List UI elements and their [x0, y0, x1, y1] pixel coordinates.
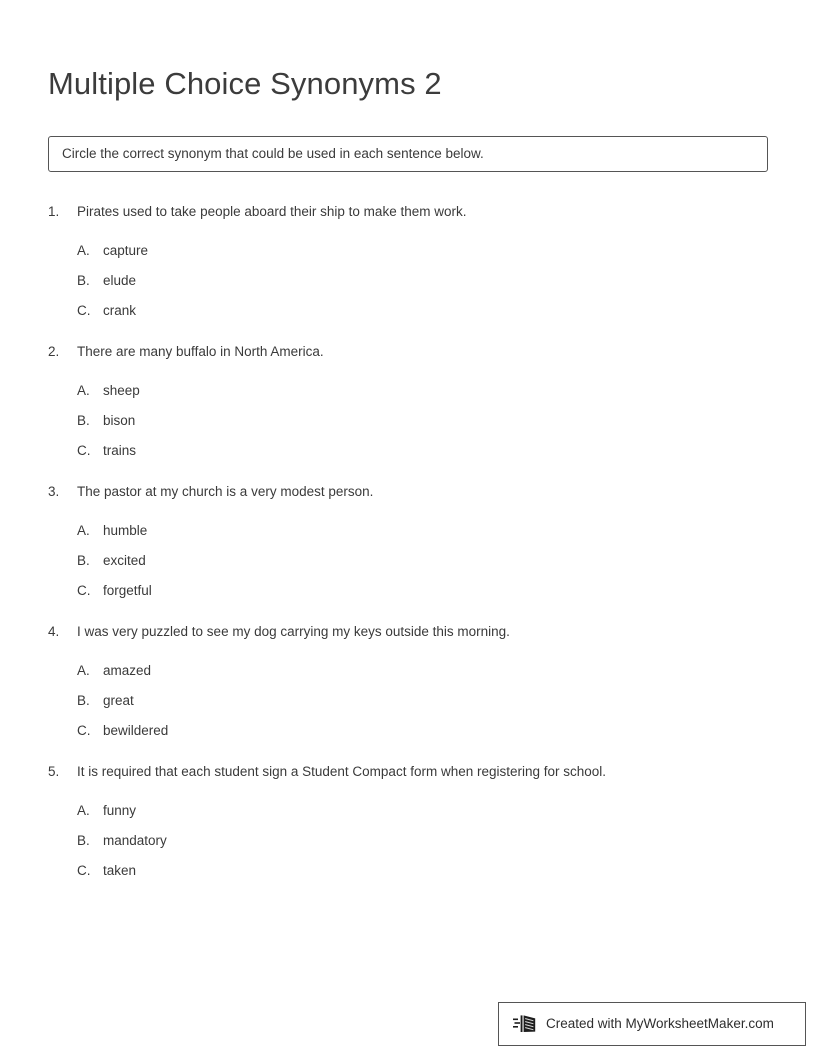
question-row	[0, 762, 816, 782]
choice-letter: A.	[77, 383, 90, 398]
question-block	[0, 342, 816, 460]
choice-letter: B.	[77, 413, 90, 428]
question-block	[0, 762, 816, 880]
choice-option[interactable]	[0, 242, 816, 260]
question-prompt: Pirates used to take people aboard their ship to make them work.	[77, 204, 467, 219]
choice-letter: A.	[77, 663, 90, 678]
choice-option[interactable]	[0, 832, 816, 850]
question-row	[0, 622, 816, 642]
question-number: 3.	[48, 484, 60, 499]
question-prompt: It is required that each student sign a Student Compact form when registering for school.	[77, 764, 607, 779]
choice-text: forgetful	[103, 583, 152, 598]
choice-text: sheep	[103, 383, 140, 398]
choice-text: funny	[103, 803, 137, 818]
choice-option[interactable]	[0, 412, 816, 430]
choice-text: great	[103, 693, 134, 708]
choice-text: mandatory	[103, 833, 167, 848]
choice-letter: C.	[77, 863, 91, 878]
question-block	[0, 482, 816, 600]
choice-text: humble	[103, 523, 148, 538]
question-prompt: The pastor at my church is a very modest person.	[77, 484, 374, 499]
instruction-box	[48, 136, 768, 172]
choice-letter: B.	[77, 833, 90, 848]
question-list	[0, 202, 816, 902]
question-block	[0, 622, 816, 740]
choice-option[interactable]	[0, 662, 816, 680]
choice-text: trains	[103, 443, 137, 458]
choice-list	[0, 802, 816, 880]
question-number: 4.	[48, 624, 60, 639]
footer-badge	[498, 1002, 806, 1046]
choice-option[interactable]	[0, 862, 816, 880]
choice-list	[0, 382, 816, 460]
choice-letter: A.	[77, 803, 90, 818]
choice-letter: C.	[77, 443, 91, 458]
choice-option[interactable]	[0, 582, 816, 600]
choice-option[interactable]	[0, 722, 816, 740]
question-row	[0, 342, 816, 362]
choice-option[interactable]	[0, 272, 816, 290]
instruction-text: Circle the correct synonym that could be used in each sentence below.	[62, 145, 484, 161]
choice-list	[0, 242, 816, 320]
choice-option[interactable]	[0, 802, 816, 820]
question-block	[0, 202, 816, 320]
choice-letter: C.	[77, 583, 91, 598]
choice-letter: B.	[77, 693, 90, 708]
choice-letter: B.	[77, 553, 90, 568]
choice-text: bison	[103, 413, 136, 428]
choice-text: capture	[103, 243, 149, 258]
choice-letter: A.	[77, 243, 90, 258]
question-prompt: There are many buffalo in North America.	[77, 344, 324, 359]
choice-list	[0, 522, 816, 600]
question-row	[0, 202, 816, 222]
choice-list	[0, 662, 816, 740]
choice-text: crank	[103, 303, 137, 318]
choice-option[interactable]	[0, 382, 816, 400]
page-title: Multiple Choice Synonyms 2	[48, 65, 442, 101]
choice-text: bewildered	[103, 723, 169, 738]
choice-letter: C.	[77, 723, 91, 738]
choice-option[interactable]	[0, 522, 816, 540]
choice-letter: C.	[77, 303, 91, 318]
question-prompt: I was very puzzled to see my dog carrying my keys outside this morning.	[77, 624, 510, 639]
choice-text: elude	[103, 273, 137, 288]
choice-letter: B.	[77, 273, 90, 288]
question-number: 2.	[48, 344, 60, 359]
question-number: 5.	[48, 764, 60, 779]
choice-option[interactable]	[0, 552, 816, 570]
choice-option[interactable]	[0, 442, 816, 460]
choice-letter: A.	[77, 523, 90, 538]
question-row	[0, 482, 816, 502]
choice-text: amazed	[103, 663, 152, 678]
choice-text: excited	[103, 553, 146, 568]
choice-option[interactable]	[0, 302, 816, 320]
choice-option[interactable]	[0, 692, 816, 710]
worksheet-maker-logo-icon	[513, 1013, 539, 1035]
choice-text: taken	[103, 863, 137, 878]
question-number: 1.	[48, 204, 60, 219]
footer-badge-label: Created with MyWorksheetMaker.com	[546, 1015, 774, 1031]
